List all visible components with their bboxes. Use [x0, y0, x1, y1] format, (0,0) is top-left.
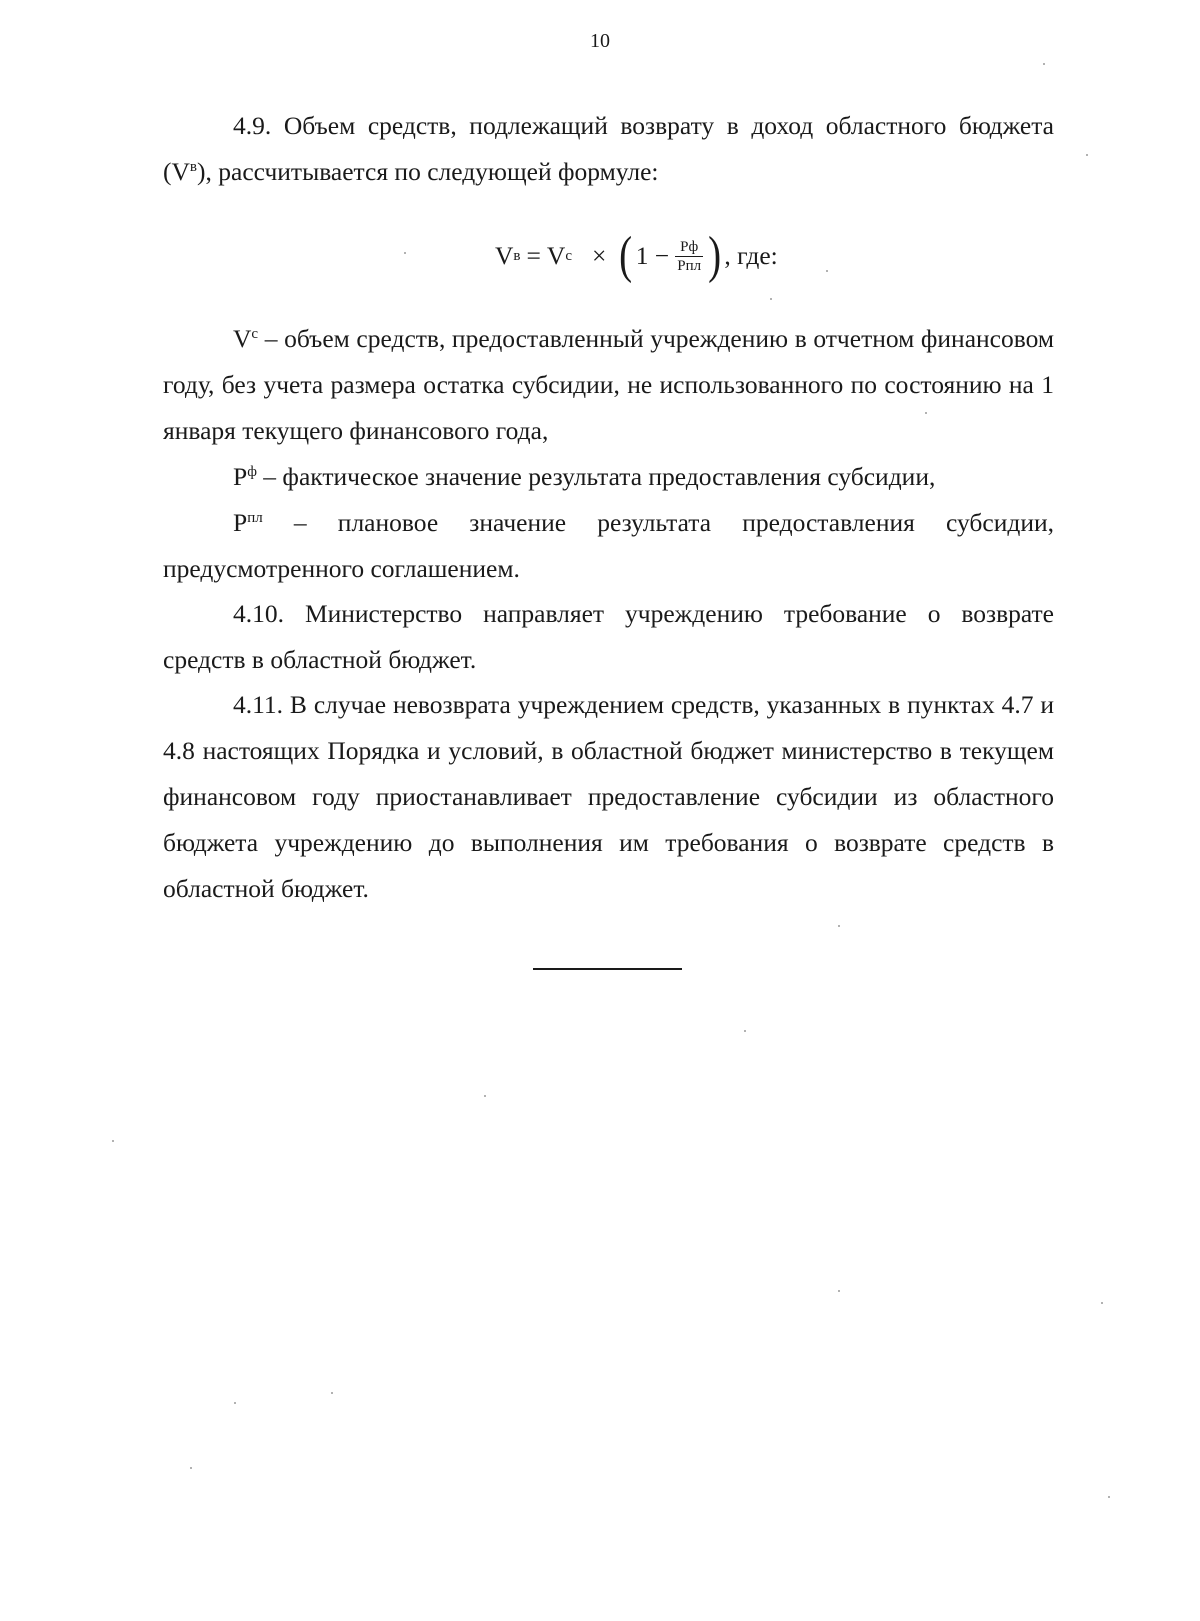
paragraph-4-11: 4.11. В случае невозврата учреждением средств, указанных в пунктах 4.7 и 4.8 настоящих Порядка и условий, в областной бюджет министерство в текущем финансовом году приостанавливает предоставление субсидии из областного бюджета учреждению до выполнения им требования о возврате средств в областной бюджет. [163, 690, 1054, 903]
formula-right-paren: ) [708, 227, 722, 284]
scan-speck [190, 1467, 192, 1469]
scan-speck [484, 1095, 486, 1097]
formula-numerator: Pф [680, 238, 699, 255]
paragraph-4-9 [163, 103, 1054, 195]
scan-speck [826, 270, 828, 272]
paragraph-4-9-tail: ), рассчитывается по следующей формуле: [197, 157, 659, 186]
formula-left-paren: ( [619, 227, 633, 284]
scan-speck [770, 298, 772, 300]
scan-speck [112, 1140, 114, 1142]
definition-ppl [163, 500, 1054, 592]
formula-vc: V [546, 241, 566, 270]
definition-pf-sup: ф [247, 464, 257, 480]
scan-speck [744, 1030, 746, 1032]
definition-pf-symbol: P [233, 462, 248, 491]
formula-suffix: , где: [724, 241, 778, 270]
formula-one-minus: 1 − [635, 241, 670, 270]
definition-ppl-sup: пл [247, 510, 263, 526]
formula-denominator: Pпл [677, 257, 702, 274]
formula-lhs: V [495, 241, 514, 270]
scan-speck [925, 412, 927, 414]
scan-speck [1086, 154, 1088, 156]
superscript-v: в [189, 159, 198, 175]
page-number: 10 [590, 30, 610, 52]
definition-vc-text: – объем средств, предоставленный учреждению в отчетном финансовом году, без учета размера остатка субсидии, не использованного по состоянию на 1 января текущего финансового года, [163, 324, 1054, 445]
definition-ppl-text: – плановое значение результата предоставления субсидии, предусмотренного соглашением. [163, 508, 1054, 583]
definition-ppl-symbol: P [233, 508, 248, 537]
formula-fraction [675, 238, 703, 275]
return-formula: V в = V с × ( 1 − $\frac{Pф}{\text{Pпл}}$ ) , где: [495, 227, 778, 284]
paragraph-4-10: 4.10. Министерство направляет учреждению требование о возврате средств в областной бюджет. [163, 599, 1054, 674]
scan-speck [331, 1392, 333, 1394]
scan-speck [838, 1290, 840, 1292]
scan-speck [1101, 1302, 1103, 1304]
formula-equals: = [526, 241, 541, 270]
scan-speck [234, 1402, 236, 1404]
end-rule [533, 968, 682, 970]
definition-vc-symbol: V [233, 324, 252, 353]
definition-pf [163, 454, 1054, 500]
paragraph-4-9-text: 4.9. Объем средств, подлежащий возврату в доход областного бюджета (V [163, 111, 1054, 186]
definition-pf-text: – фактическое значение результата предоставления субсидии, [256, 462, 936, 491]
definition-vc-sup: с [251, 326, 259, 342]
scan-speck [404, 252, 406, 254]
scan-speck [1043, 63, 1045, 65]
definition-vc [163, 316, 1054, 454]
scan-speck [1108, 1496, 1110, 1498]
formula-times: × [592, 241, 607, 270]
scan-speck [838, 925, 840, 927]
